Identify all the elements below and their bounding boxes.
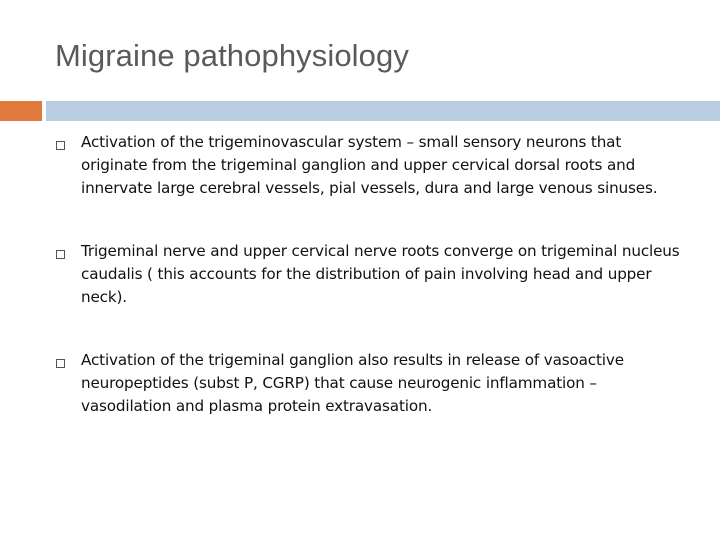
bullet-text: Trigeminal nerve and upper cervical nerve roots converge on trigeminal nucleus caudalis ( this accounts for the distribution of pain involving head and upper neck). [81, 242, 680, 306]
bullet-text: Activation of the trigeminal ganglion also results in release of vasoactive neuropeptides (subst P, CGRP) that cause neurogenic inflammation – vasodilation and plasma protein extravasation. [81, 351, 624, 415]
bullet-text: Activation of the trigeminovascular system – small sensory neurons that originate from the trigeminal ganglion and upper cervical dorsal roots and innervate large cerebral vessels, pial vessels, dura and large venous sinuses. [81, 133, 658, 197]
hollow-square-bullet-icon [56, 359, 65, 368]
slide-title: Migraine pathophysiology [55, 38, 409, 73]
hollow-square-bullet-icon [56, 141, 65, 150]
title-accent-bar-blue [46, 101, 720, 121]
hollow-square-bullet-icon [56, 250, 65, 259]
title-accent-bar-orange [0, 101, 42, 121]
